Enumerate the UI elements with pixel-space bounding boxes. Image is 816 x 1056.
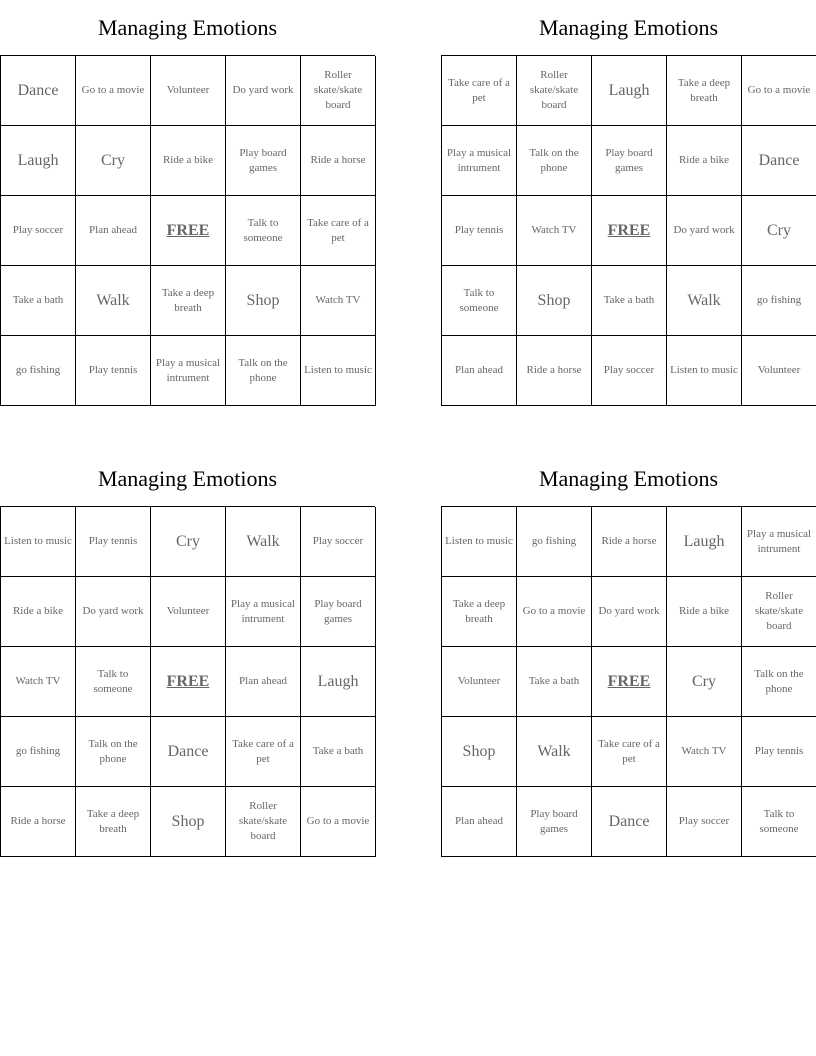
bingo-cell: Walk <box>667 266 742 336</box>
bingo-cell: Walk <box>226 507 301 577</box>
bingo-cell: Go to a movie <box>742 56 816 126</box>
bingo-cell: Volunteer <box>151 56 226 126</box>
bingo-cell: Plan ahead <box>442 787 517 857</box>
card-title: Managing Emotions <box>538 15 719 40</box>
bingo-cell: Shop <box>517 266 592 336</box>
bingo-cell: Volunteer <box>442 647 517 717</box>
bingo-cell: Volunteer <box>151 577 226 647</box>
bingo-cell: go fishing <box>517 507 592 577</box>
bingo-cell: Go to a movie <box>76 56 151 126</box>
bingo-cell: go fishing <box>1 336 76 406</box>
bingo-cell: Watch TV <box>1 647 76 717</box>
bingo-cell: Play board games <box>517 787 592 857</box>
free-space-cell: FREE <box>151 196 226 266</box>
bingo-cell: go fishing <box>1 717 76 787</box>
bingo-cell: Play tennis <box>76 507 151 577</box>
bingo-cell: Play a musical intrument <box>151 336 226 406</box>
free-space-cell: FREE <box>592 196 667 266</box>
bingo-cell: Take a deep breath <box>667 56 742 126</box>
bingo-cell: Do yard work <box>667 196 742 266</box>
bingo-grid <box>0 55 375 406</box>
bingo-cell: Do yard work <box>76 577 151 647</box>
bingo-cell: Walk <box>76 266 151 336</box>
bingo-cell: Listen to music <box>667 336 742 406</box>
bingo-cell: Take a deep breath <box>76 787 151 857</box>
bingo-cell: Take care of a pet <box>301 196 376 266</box>
bingo-cell: Talk to someone <box>442 266 517 336</box>
bingo-cell: Take care of a pet <box>592 717 667 787</box>
bingo-cell: Ride a bike <box>151 126 226 196</box>
bingo-cell: Talk to someone <box>76 647 151 717</box>
bingo-cell: Do yard work <box>226 56 301 126</box>
bingo-cell: Listen to music <box>301 336 376 406</box>
bingo-cell: Dance <box>742 126 816 196</box>
bingo-cell: Talk on the phone <box>76 717 151 787</box>
bingo-cell: Take a bath <box>517 647 592 717</box>
bingo-cell: Play soccer <box>667 787 742 857</box>
bingo-cell: Dance <box>151 717 226 787</box>
bingo-cell: Listen to music <box>442 507 517 577</box>
card-title: Managing Emotions <box>538 466 719 491</box>
bingo-cell: Cry <box>742 196 816 266</box>
free-space-cell: FREE <box>151 647 226 717</box>
bingo-cell: Dance <box>1 56 76 126</box>
bingo-cell: Plan ahead <box>76 196 151 266</box>
bingo-cell: Play soccer <box>1 196 76 266</box>
bingo-cell: Play board games <box>301 577 376 647</box>
bingo-cell: Ride a bike <box>1 577 76 647</box>
bingo-cell: Play board games <box>592 126 667 196</box>
card-title: Managing Emotions <box>97 15 278 40</box>
bingo-cell: Shop <box>226 266 301 336</box>
bingo-cell: go fishing <box>742 266 816 336</box>
bingo-cell: Roller skate/skate board <box>226 787 301 857</box>
bingo-cell: Take care of a pet <box>442 56 517 126</box>
bingo-cell: Laugh <box>592 56 667 126</box>
bingo-cell: Ride a horse <box>301 126 376 196</box>
bingo-cell: Watch TV <box>667 717 742 787</box>
bingo-grid <box>0 506 375 857</box>
bingo-cell: Roller skate/skate board <box>742 577 816 647</box>
bingo-cell: Go to a movie <box>301 787 376 857</box>
bingo-cell: Watch TV <box>301 266 376 336</box>
bingo-grid <box>441 506 816 857</box>
bingo-cell: Laugh <box>301 647 376 717</box>
bingo-cell: Ride a bike <box>667 126 742 196</box>
bingo-cell: Shop <box>151 787 226 857</box>
bingo-cell: Cry <box>151 507 226 577</box>
bingo-cell: Talk to someone <box>226 196 301 266</box>
bingo-cell: Plan ahead <box>442 336 517 406</box>
bingo-cell: Play soccer <box>592 336 667 406</box>
bingo-cell: Take a bath <box>1 266 76 336</box>
bingo-cell: Volunteer <box>742 336 816 406</box>
bingo-cell: Play tennis <box>742 717 816 787</box>
bingo-cell: Roller skate/skate board <box>301 56 376 126</box>
bingo-cell: Go to a movie <box>517 577 592 647</box>
bingo-grid <box>441 55 816 406</box>
bingo-cell: Walk <box>517 717 592 787</box>
bingo-cell: Play a musical intrument <box>742 507 816 577</box>
bingo-cell: Talk to someone <box>742 787 816 857</box>
bingo-cell: Take care of a pet <box>226 717 301 787</box>
bingo-cell: Shop <box>442 717 517 787</box>
bingo-cell: Play tennis <box>442 196 517 266</box>
bingo-cell: Take a bath <box>301 717 376 787</box>
bingo-cell: Play soccer <box>301 507 376 577</box>
bingo-cell: Play a musical intrument <box>442 126 517 196</box>
bingo-cell: Ride a bike <box>667 577 742 647</box>
bingo-cell: Watch TV <box>517 196 592 266</box>
bingo-cell: Take a bath <box>592 266 667 336</box>
bingo-cell: Laugh <box>1 126 76 196</box>
bingo-cell: Ride a horse <box>517 336 592 406</box>
bingo-cell: Ride a horse <box>1 787 76 857</box>
bingo-cell: Plan ahead <box>226 647 301 717</box>
bingo-cell: Take a deep breath <box>151 266 226 336</box>
bingo-cell: Dance <box>592 787 667 857</box>
bingo-cell: Roller skate/skate board <box>517 56 592 126</box>
bingo-cell: Do yard work <box>592 577 667 647</box>
bingo-cell: Cry <box>667 647 742 717</box>
bingo-cell: Cry <box>76 126 151 196</box>
free-space-cell: FREE <box>592 647 667 717</box>
bingo-cell: Talk on the phone <box>226 336 301 406</box>
bingo-cell: Talk on the phone <box>517 126 592 196</box>
bingo-cell: Play board games <box>226 126 301 196</box>
bingo-cell: Laugh <box>667 507 742 577</box>
bingo-cell: Play a musical intrument <box>226 577 301 647</box>
bingo-cell: Listen to music <box>1 507 76 577</box>
bingo-cell: Play tennis <box>76 336 151 406</box>
bingo-cell: Talk on the phone <box>742 647 816 717</box>
bingo-cell: Take a deep breath <box>442 577 517 647</box>
card-title: Managing Emotions <box>97 466 278 491</box>
bingo-cell: Ride a horse <box>592 507 667 577</box>
